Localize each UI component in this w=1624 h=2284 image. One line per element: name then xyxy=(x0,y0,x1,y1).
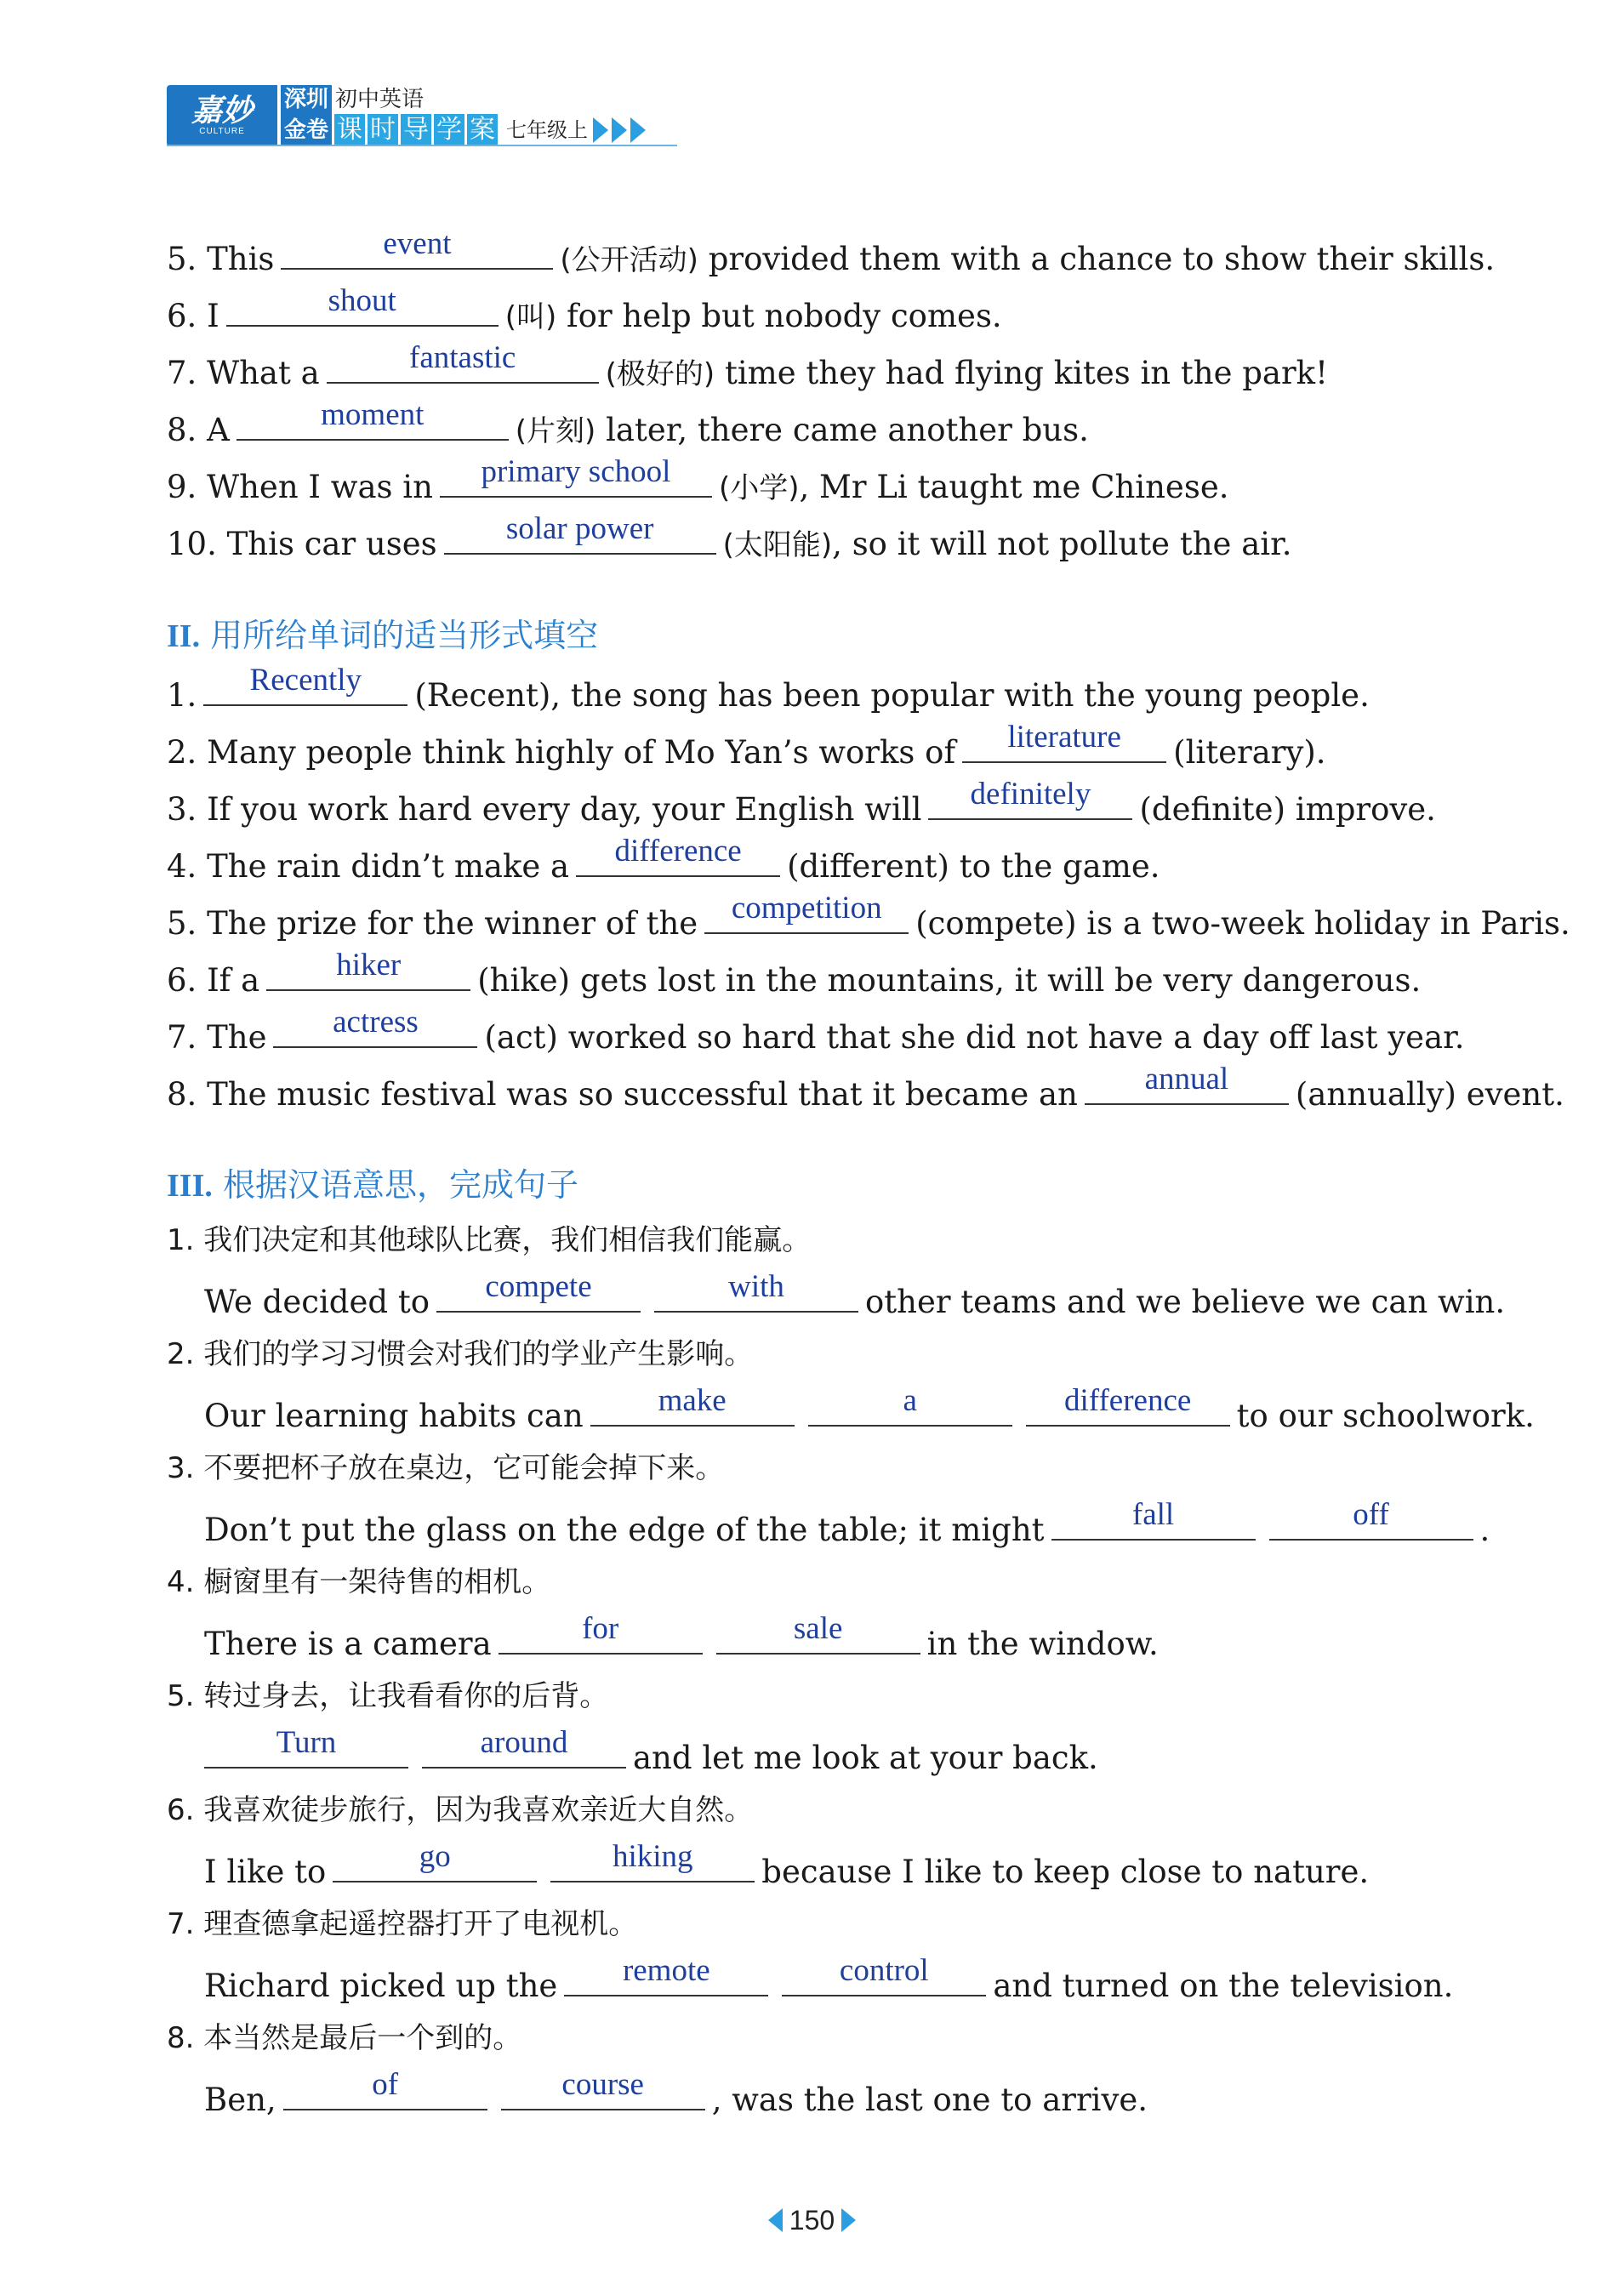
answer-blank[interactable]: Recently xyxy=(203,672,407,706)
series-char: 案 xyxy=(467,114,498,146)
brand-bottom-label: 金卷 xyxy=(281,114,332,146)
s1-item: 6. I shout (叫) for help but nobody comes. xyxy=(167,283,1002,334)
s3-english-line: Ben, of course , was the last one to arrive. xyxy=(204,2067,1148,2118)
brand-subject: 初中英语 xyxy=(335,87,425,112)
s1-item: 9. When I was in primary school (小学), Mr Li taught me Chinese. xyxy=(167,454,1229,505)
s3-chinese-prompt: 8. 本当然是最后一个到的。 xyxy=(167,2021,522,2055)
next-arrow-icon xyxy=(841,2208,856,2232)
series-char: 导 xyxy=(401,114,431,146)
s3-english-line: We decided to compete with other teams and we believe we can win. xyxy=(204,1269,1506,1320)
answer-blank[interactable]: for xyxy=(499,1620,703,1655)
answer-blank[interactable]: with xyxy=(654,1279,858,1313)
answer-blank[interactable]: actress xyxy=(273,1014,477,1048)
answer-blank[interactable]: hiking xyxy=(550,1848,755,1882)
s3-chinese-prompt: 6. 我喜欢徒步旅行，因为我喜欢亲近大自然。 xyxy=(167,1793,754,1827)
s2-item: 2. Many people think highly of Mo Yan’s works of literature (literary). xyxy=(167,720,1326,771)
publisher-logo: 嘉妙 CULTURE xyxy=(167,85,277,146)
answer-blank[interactable]: go xyxy=(333,1848,537,1882)
s3-english-line: Our learning habits can make a difference to our schoolwork. xyxy=(204,1383,1535,1434)
answer-blank[interactable]: of xyxy=(283,2076,487,2110)
series-char: 课 xyxy=(334,114,365,146)
s2-item: 6. If a hiker (hike) gets lost in the mountains, it will be very dangerous. xyxy=(167,948,1422,999)
section-3-heading: III. 根据汉语意思，完成句子 xyxy=(167,1166,578,1204)
s3-chinese-prompt: 7. 理查德拿起遥控器打开了电视机。 xyxy=(167,1907,638,1941)
answer-blank[interactable]: course xyxy=(501,2076,705,2110)
answer-blank[interactable]: around xyxy=(422,1734,626,1769)
answer-blank[interactable]: solar power xyxy=(444,521,716,555)
brand-top-label: 深圳 xyxy=(281,85,332,114)
brand-title xyxy=(281,85,649,146)
s3-chinese-prompt: 1. 我们决定和其他球队比赛，我们相信我们能赢。 xyxy=(167,1223,812,1257)
s3-english-line: Turn around and let me look at your back. xyxy=(197,1734,1098,1777)
header-banner xyxy=(167,85,649,146)
arrows-icon xyxy=(593,117,649,143)
answer-blank[interactable]: difference xyxy=(1026,1393,1230,1427)
answer-blank[interactable]: literature xyxy=(962,729,1166,763)
s3-english-line: Richard picked up the remote control and turned on the television. xyxy=(204,1953,1454,2004)
answer-blank[interactable]: compete xyxy=(436,1279,641,1313)
s2-item: 5. The prize for the winner of the competition (compete) is a two-week holiday in Paris. xyxy=(167,891,1570,942)
answer-blank[interactable]: off xyxy=(1269,1507,1473,1541)
series-char: 时 xyxy=(368,114,398,146)
s3-chinese-prompt: 3. 不要把杯子放在桌边，它可能会掉下来。 xyxy=(167,1451,725,1485)
s3-chinese-prompt: 4. 橱窗里有一架待售的相机。 xyxy=(167,1565,551,1599)
s1-item: 5. This event (公开活动) provided them with a chance to show their skills. xyxy=(167,226,1496,277)
answer-blank[interactable]: shout xyxy=(226,293,499,327)
s2-item: 4. The rain didn’t make a difference (different) to the game. xyxy=(167,834,1160,885)
s2-item: 1. Recently (Recent), the song has been popular with the young people. xyxy=(167,663,1370,714)
answer-blank[interactable]: hiker xyxy=(266,957,470,991)
s3-chinese-prompt: 5. 转过身去，让我看看你的后背。 xyxy=(167,1679,609,1713)
s2-item: 3. If you work hard every day, your English will definitely (definite) improve. xyxy=(167,777,1436,828)
series-char: 学 xyxy=(434,114,464,146)
s3-english-line: There is a camera for sale in the window. xyxy=(204,1611,1159,1662)
answer-blank[interactable]: control xyxy=(782,1962,986,1996)
s2-item: 8. The music festival was so successful that it became an annual (annually) event. xyxy=(167,1062,1564,1113)
s1-item: 7. What a fantastic (极好的) time they had flying kites in the park! xyxy=(167,340,1328,391)
prev-arrow-icon xyxy=(768,2208,783,2232)
answer-blank[interactable]: Turn xyxy=(204,1734,408,1769)
s3-chinese-prompt: 2. 我们的学习习惯会对我们的学业产生影响。 xyxy=(167,1337,754,1371)
answer-blank[interactable]: remote xyxy=(564,1962,768,1996)
s3-english-line: Don’t put the glass on the edge of the table; it might fall off . xyxy=(204,1497,1490,1548)
answer-blank[interactable]: sale xyxy=(716,1620,920,1655)
section-2-heading: II. 用所给单词的适当形式填空 xyxy=(167,617,599,654)
s3-english-line: I like to go hiking because I like to keep close to nature. xyxy=(204,1839,1370,1890)
answer-blank[interactable]: make xyxy=(590,1393,795,1427)
answer-blank[interactable]: moment xyxy=(236,407,509,441)
answer-blank[interactable]: difference xyxy=(576,843,780,877)
s1-item: 10. This car uses solar power (太阳能), so it will not pollute the air. xyxy=(167,511,1292,562)
answer-blank[interactable]: fall xyxy=(1051,1507,1256,1541)
answer-blank[interactable]: definitely xyxy=(928,786,1132,820)
answer-blank[interactable]: competition xyxy=(704,900,909,934)
answer-blank[interactable]: fantastic xyxy=(327,350,599,384)
s2-item: 7. The actress (act) worked so hard that she did not have a day off last year. xyxy=(167,1005,1465,1056)
page-number: 150 xyxy=(0,2205,1624,2236)
answer-blank[interactable]: annual xyxy=(1085,1071,1289,1105)
s1-item: 8. A moment (片刻) later, there came another bus. xyxy=(167,397,1089,448)
answer-blank[interactable]: a xyxy=(808,1393,1012,1427)
answer-blank[interactable]: event xyxy=(281,236,553,270)
answer-blank[interactable]: primary school xyxy=(440,464,712,498)
header-divider xyxy=(167,145,677,146)
grade-label: 七年级上 xyxy=(506,118,589,142)
